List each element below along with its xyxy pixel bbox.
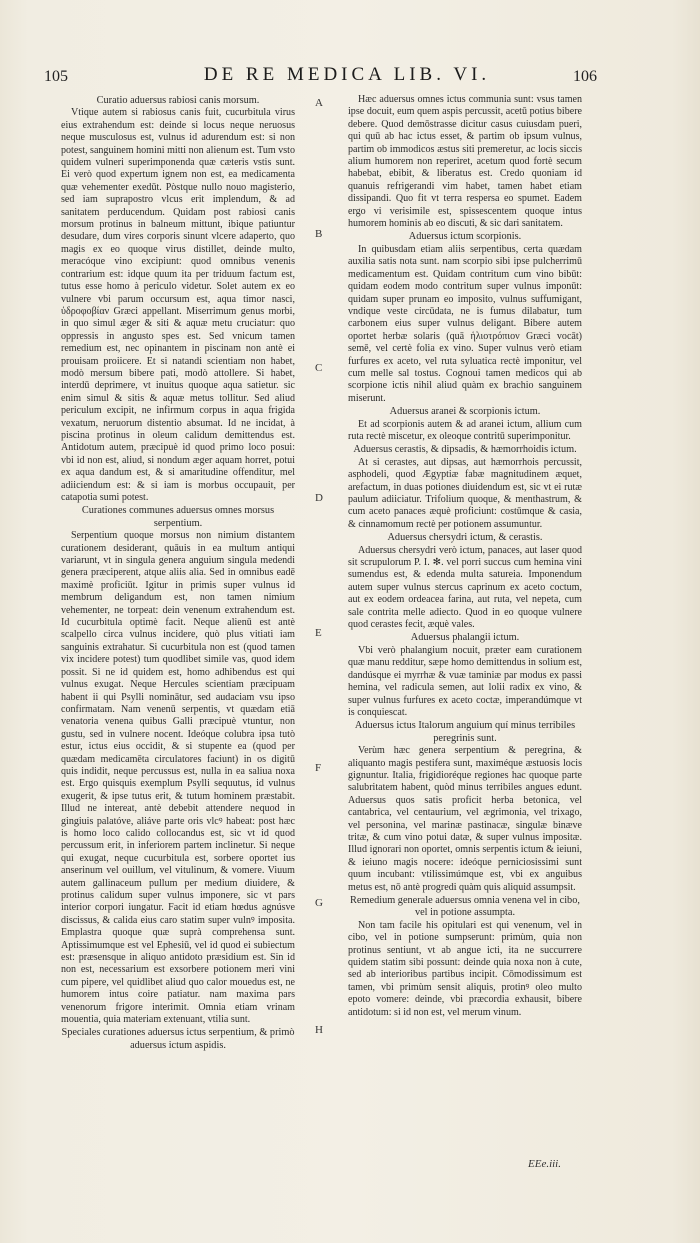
margin-letter-h: H	[315, 1024, 323, 1036]
right-paragraph: Verùm hæc genera serpentium & peregrina, & aliquanto magis pestifera sunt, maximéque æstuosis locis gignuntur. Italia, frigidioréque regiones hac quoque parte salubritatem habent, quòd minus terribiles angues edunt. Aduersus quos satis proficit herba betonica, vel cantabrica, vel centaurium, vel ægrimonia, vel trixago, vel personina, vel marinæ pastinacæ, singulæ binæve tritæ, & cum vino potui datæ, & super vulnus impositæ. Illud ignorari non oportet, omnis serpentis ictum & ieiuni, & ieiuno magis nocere: ideóque perniciosissimi sunt quum incubant: vtilissimúmque est, vbi ex anguibus metus est, nō antè progredi quàm quis aliquid assumpsit.	[348, 745, 582, 893]
margin-letter-a: A	[315, 97, 323, 109]
right-paragraph: In quibusdam etiam aliis serpentibus, certa quædam auxilia satis nota sunt. nam scorpio sibi ipse pulcherrimū medicamentum est. Quidam contritum cum vino bibūt: quidam eodem modo contritum super vulnus imponūt: quidam super prunam eo imposito, vulnus suffumigant, vndique veste circūdata, ne is fumus dilabatur, tum carbonem eius super vulnus deligant. Bibere autem oportet herbæ solaris (quā ἡλιοτρόπιον Græci vocāt) semē, vel certè folia ex vino. Super vulnus verò etiam furfures ex aceto, vel ruta syluatica rectè imponitur, vel cum melle sal tostus. Cognoui tamen medicos qui ab scorpione ictis nihil aliud quàm ex brachio sanguinem miserunt.	[348, 243, 582, 404]
right-heading: Aduersus aranei & scorpionis ictum.	[389, 406, 541, 418]
left-paragraph: Vtique autem si rabiosus canis fuit, cucurbitula virus eius extrahendum est: deinde si locus neque neruosus neque musculosus est, vulnus id adurendum est: si non potest, sanguinem homini mitti non alienum est. Tum vsto quidem vulneri superimponenda quæ cæteris vstis sunt. Ei verò quod expertum ignem non est, ea medicamenta quæ vehementer exedūt. Pòstque nullo nouo magisterio, sed iam suprapostro vlcus erit implendum, & ad sanitatem perducendum. Quidam post rabiosi canis morsum protinus in balneum mittunt, ibique patiuntur desudare, dum vires corporis sinunt vlcere adaperto, quo magis ex eo quoque virus distillet, deinde multo, meracóque vino excipiunt: quod omnibus venenis contrarium est: idque quum ita per triduum factum est, tutus esse homo à periculo videtur. Solet autem ex eo vulnere vbi parum occursum est, aqua timor nasci, ὑδροφοβίαν Græci appellant. Miserrimum genus morbi, in quo simul æger & siti & aquæ metu cruciatur: quo oppressis in angusto spes est. Sed vnicum tamen remedium est, nec opinantem in piscinam non antè ei prouisam proiicere. Et si natandi scientiam non habet, modò mersum bibere pati, modò attollere. Si habet, interdū deprimere, vt inuitus quoque aqua satietur. sic enim simul & sitis & aquæ metus tollitur. Sed aliud periculum excipit, ne infirmum corpus in aqua frigida vexatum, neruorum distentio absumat. Id ne incidat, à piscina protinus in oleum calidum demittendus est. Antidotum autem, præcipuè id quod primo loco posui: vbi id non est, aliud, si nondum æger aquam horret, potui ex aqua dandum est, & si amaritudine offenditur, mel adiiciendum est: & si iam is morbus occupauit, per catapotia sumi potest.	[61, 107, 295, 503]
margin-letter-g: G	[315, 897, 323, 909]
right-heading: Aduersus phalangii ictum.	[410, 632, 520, 644]
right-paragraph: Hæc aduersus omnes ictus communia sunt: vsus tamen ipse docuit, eum quem aspis percussit, acetū potius bibere debere. Quod demōstrasse dicitur casus cuiusdam pueri, qui quū ab hac ictus esset, & partim ob ipsum vulnus, partim ob immodicos æstus siti premeretur, ac locis siccis alium humorem non reperiret, acetum quod fortè secum habebat, ebibit, & liberatus est. Credo quoniam id quanuis refrigerandi vim habet, tamen habet etiam dissipandi. Quo fit vt terra respersa eo spumet. Eadem ergo vi verisimile est, spissescentem quoque intus humorem hominis ab eo discuti, & sic dari sanitatem.	[348, 94, 582, 230]
page-header	[0, 64, 700, 92]
right-heading: Remedium generale aduersus omnia venena vel in cibo, vel in potione assumpta.	[350, 895, 580, 919]
running-title: DE RE MEDICA LIB. VI.	[203, 64, 491, 85]
right-heading: Aduersus ictum scorpionis.	[408, 231, 522, 243]
left-heading: Curationes communes aduersus omnes morsus serpentium.	[81, 505, 275, 529]
left-heading: Speciales curationes aduersus ictus serpentium, & primò aduersus ictum aspidis.	[61, 1027, 295, 1051]
right-paragraph: At si cerastes, aut dipsas, aut hæmorrhois percussit, asphodeli, quod Ægyptiæ fabæ magnitudinem æquet, arefactum, in duas potiones diuidendum est, sic vt ei rutæ paulum adiiciatur. Trifolium quoque, & menthastrum, & cum aceto panaces æquè proficiunt: costūmque & casia, & cinnamomum rectè per potionem assumuntur.	[348, 456, 582, 530]
right-text-column	[348, 94, 582, 1019]
right-paragraph: Et ad scorpionis autem & ad aranei ictum, allium cum ruta rectè miscetur, ex oleoque contritū superimponitur.	[348, 418, 582, 442]
right-heading: Aduersus ictus Italorum anguium quí minus terribiles peregrinis sunt.	[354, 720, 576, 744]
right-heading: Aduersus chersydri ictum, & cerastis.	[387, 532, 543, 544]
right-paragraph: Vbi verò phalangium nocuit, præter eam curationem quæ manu redditur, sæpe homo demittendus in solium est, dandúsque ei myrrhæ & vuæ taminiæ par modus ex passi hemina, vel radicula semen, aut lolii radix ex vino, & super vulnus furfures ex aceto coctæ, imperandúmque vt is conquiescat.	[348, 644, 583, 718]
margin-letter-d: D	[315, 492, 323, 504]
right-paragraph: Aduersus chersydri verò ictum, panaces, aut laser quod sit scrupulorum P. I. ✻. vel porri succus cum hemina vini sumendus est, & edenda multa satureia. Imponendum autem super vulnus stercus caprinum ex aceto coctum, aut ex eodem ordeacea farina, aut ruta, vel nepeta, cum sale contrita melle adiecto. Quod in eo quoque vulnere quod cerastes fecit, æquè vales.	[348, 544, 582, 631]
page-number-left: 105	[44, 68, 68, 85]
right-paragraph: Non tam facile his opitulari est qui venenum, vel in cibo, vel in potione sumpserunt: primùm, quia non protinus sentiunt, vt ab angue icti, ita ne succurrere quidem statim sibi possunt: deinde quia noxa non à cute, sed ab interioribus partibus incipit. Cōmodissimum est tamen, vbi primùm sensit aliquis, protinꝰ oleo multo epoto vomere: deinde, vbi præcordia exhausit, bibere antidotum: si id non est, vel merum vinum.	[348, 919, 582, 1018]
margin-letter-c: C	[315, 362, 323, 374]
page-number-right: 106	[573, 68, 597, 85]
right-heading: Aduersus cerastis, & dipsadis, & hæmorrhoidis ictum.	[353, 444, 577, 456]
signature-mark: EEe.iii.	[528, 1158, 561, 1170]
margin-letter-f: F	[315, 762, 322, 774]
left-heading: Curatio aduersus rabiosi canis morsum.	[96, 95, 260, 106]
margin-letter-b: B	[315, 228, 323, 240]
left-text-column	[61, 94, 295, 1052]
margin-letter-e: E	[315, 627, 322, 639]
left-paragraph: Serpentium quoque morsus non nimium distantem curationem desiderant, quāuis in ea multum antiqui variarunt, vt in singula genera anguium singula medendi genera præciperent, atque aliis alia. Sed in omnibus eadē maximè proficiūt. Igitur in primis super vulnus id membrum deligandum est, non tamen nimium vehementer, ne torpeat: dein venenum extrahendum est. Id cucurbitula optimè facit. Neque alienū est antè scalpello circa vulnus incidere, quò plus vitiati iam sanguinis extrahatur. Si cucurbitula non est (quod tamen vix incidere potest) tum quodlibet simile vas, quod idem possit. Si ne id quidem est, homo adhibendus est qui vulnus exugat. Neque Hercules scientiam præcipuam habent ii qui Psylli nominātur, sed audaciam vsu ipso confirmatam. Nam venenū serpentis, vt quædam etiā venatoria venena quibus Galli præcipuè vtuntur, non gustu, sed in vulnere nocent. Ideóque colubra ipsa tutò estur, ictus eius occidit, & si stupente ea (quod per quædam medicamēta circulatores faciunt) in os digitū quis indidit, neque percussus est, nulla in ea saliua noxa est. Ergo quisquis exemplum Psylli sequutus, id vulnus exugerit, & ipse tutus erit, & tutum hominem præstabit. Illud ne intereat, antè debebit attendere nequod in gingiuis palatóve, aliáve parte oris vlcꝰ habeat: post hæc is homo loco calido collocandus est, sic vt id quod percussum erit, in inferiorem partem inclinetur. Si neque qui exugat, neque cucurbitula est, sorbere oportet ius anserinum vel ouillum, vel vitulinum, & vomere. Viuum autem gallinaceum pullum per medium diuidere, & protinus calidum super vulnus imponere, sic vt pars interior corpori iungatur. Facit id etiam hœdus agnúsve discissus, & calida eius caro statim super vulnꝰ imposita. Emplastra quoque quæ suprà comprehensa sunt. Aptissimumque est vel Ephesiū, vel id quod ei subiectum est: præsensque in aliquo antidoto præsidium est. Sin id non est, necessarium est exsorbere potionem meri vini cum pipere, vel quidlibet aliud quo calor mouedus est, ne humorem intus coire patiatur. nam maxima pars venenorum frigore interimit. Omnia etiam vrinam mouentia, quia materiam extenuant, vtilia sunt.	[61, 530, 295, 1026]
